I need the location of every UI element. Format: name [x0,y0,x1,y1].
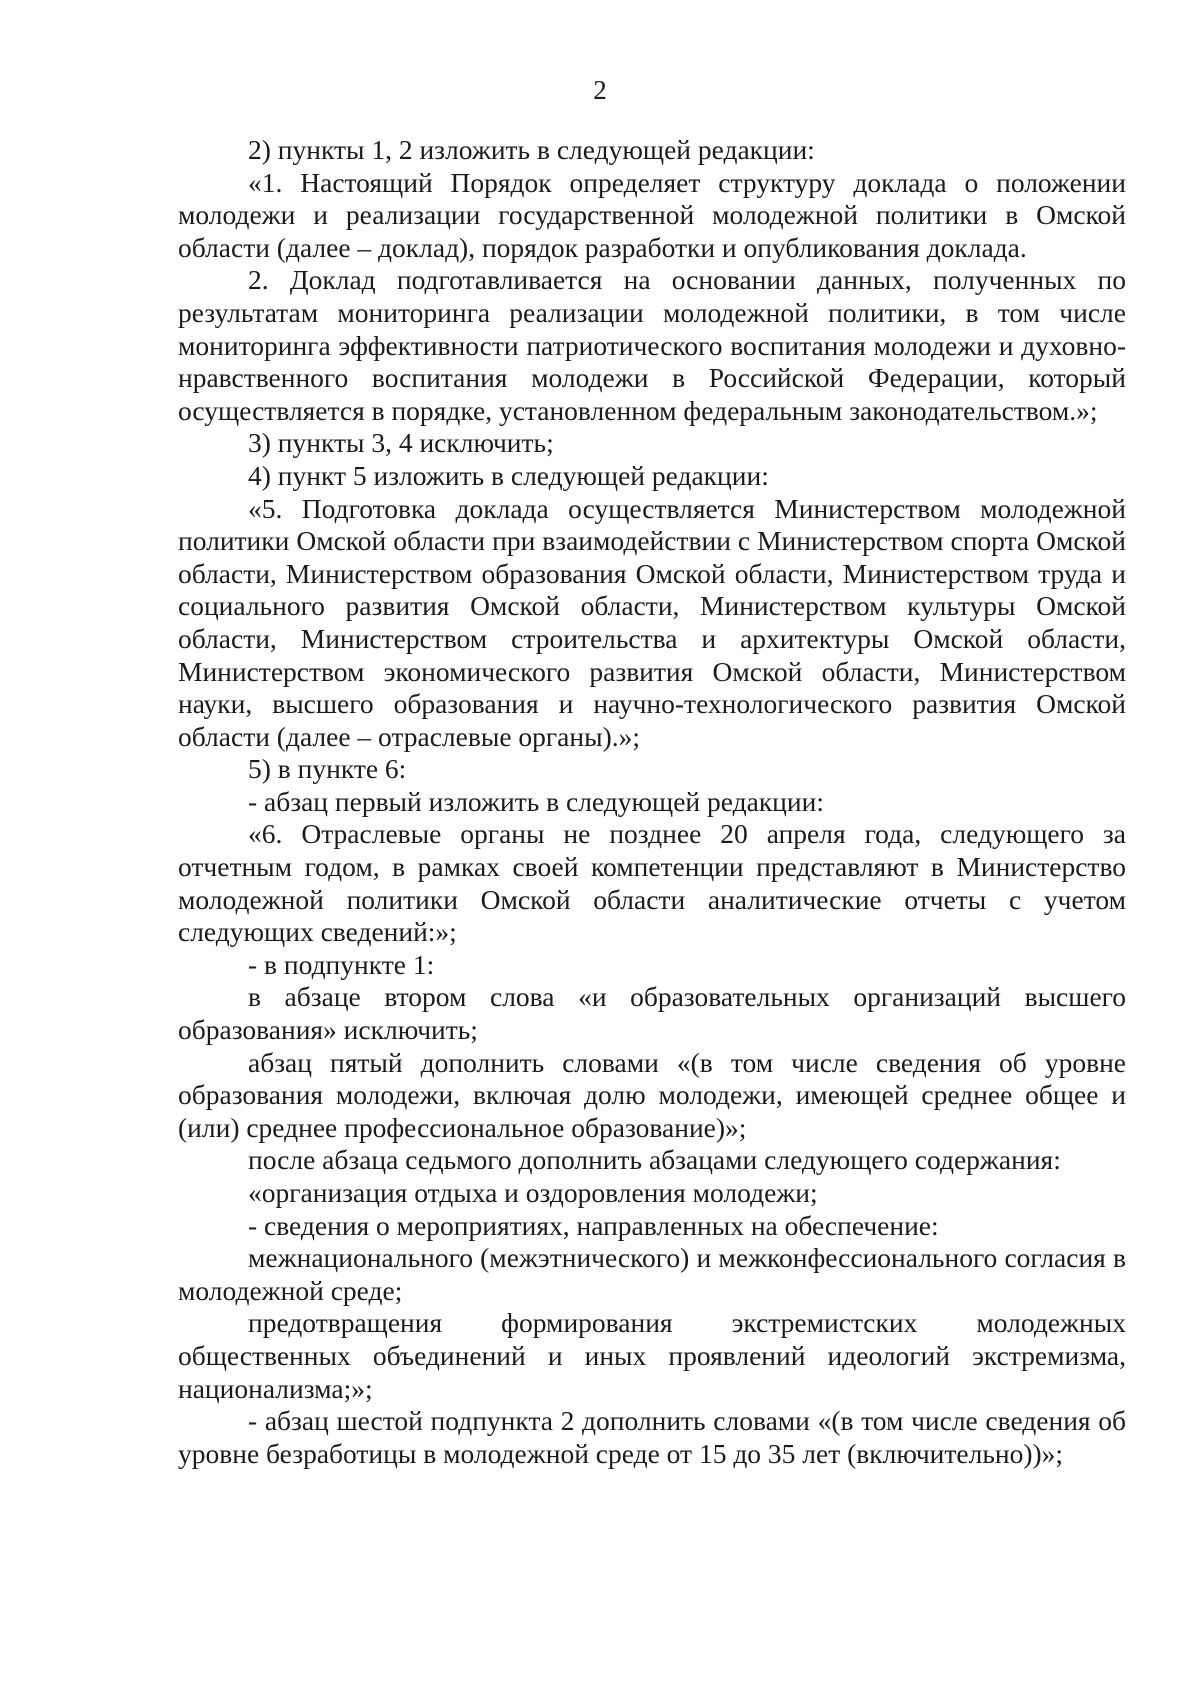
paragraph-item-5: 5) в пункте 6: [248,753,407,785]
paragraph-new-point-2: 2. Доклад подготавливается на основании данных, полученных по результатам мониторинга реализации молодежной политики, в том числе мониторинга эффективности патриотического воспитания молодежи и духовно-нравственного воспитания молодежи в Российской Федерации, который осуществляется в порядке, установленном федеральным законодательством.»; [178,264,1126,426]
paragraph-new-point-6: «6. Отраслевые органы не позднее 20 апреля года, следующего за отчетным годом, в рамках своей компетенции представляют в Министерство молодежной политики Омской области аналитические отчеты с учетом следующих сведений:»; [178,818,1126,948]
paragraph-first-abzats: - абзац первый изложить в следующей редакции: [248,785,824,817]
paragraph-item-2: 2) пункты 1, 2 изложить в следующей редакции: [248,134,815,165]
document-body [178,134,1126,1470]
paragraph-new-point-1: «1. Настоящий Порядок определяет структуру доклада о положении молодежи и реализации государственной молодежной политики в Омской области (далее – доклад), порядок разработки и опубликования доклада. [178,166,1126,263]
paragraph-second-abzats: в абзаце втором слова «и образовательных организаций высшего образования» исключить; [178,981,1126,1046]
paragraph-item-4: 4) пункт 5 изложить в следующей редакции: [248,459,769,491]
paragraph-new-point-5: «5. Подготовка доклада осуществляется Министерством молодежной политики Омской области при взаимодействии с Министерством спорта Омской области, Министерством образования Омской области, Министерством труда и социального развития Омской области, Министерством культуры Омской области, Министерством строительства и архитектуры Омской области, Министерством экономического развития Омской области, Министерством науки, высшего образования и научно-технологического развития Омской области (далее – отраслевые органы).»; [178,492,1126,752]
paragraph-extremism: предотвращения формирования экстремистских молодежных общественных объединений и иных проявлений идеологий экстремизма, национализма;»; [178,1307,1126,1404]
paragraph-after-seventh: после абзаца седьмого дополнить абзацами следующего содержания: [248,1144,1061,1176]
paragraph-events-info: - сведения о мероприятиях, направленных на обеспечение: [248,1209,939,1241]
paragraph-subpoint-1: - в подпункте 1: [248,948,435,980]
paragraph-subpoint-2: - абзац шестой подпункта 2 дополнить словами «(в том числе сведения об уровне безработицы в молодежной среде от 15 до 35 лет (включительно))»; [178,1405,1126,1469]
paragraph-item-3: 3) пункты 3, 4 исключить; [248,427,554,459]
paragraph-rest-organization: «организация отдыха и оздоровления молодежи; [248,1177,818,1208]
page-number: 2 [593,75,607,105]
paragraph-interethnic: межнационального (межэтнического) и межконфессионального согласия в молодежной среде; [178,1242,1126,1306]
paragraph-fifth-abzats: абзац пятый дополнить словами «(в том числе сведения об уровне образования молодежи, включая долю молодежи, имеющей среднее общее и (или) среднее профессиональное образование)»; [178,1046,1126,1143]
